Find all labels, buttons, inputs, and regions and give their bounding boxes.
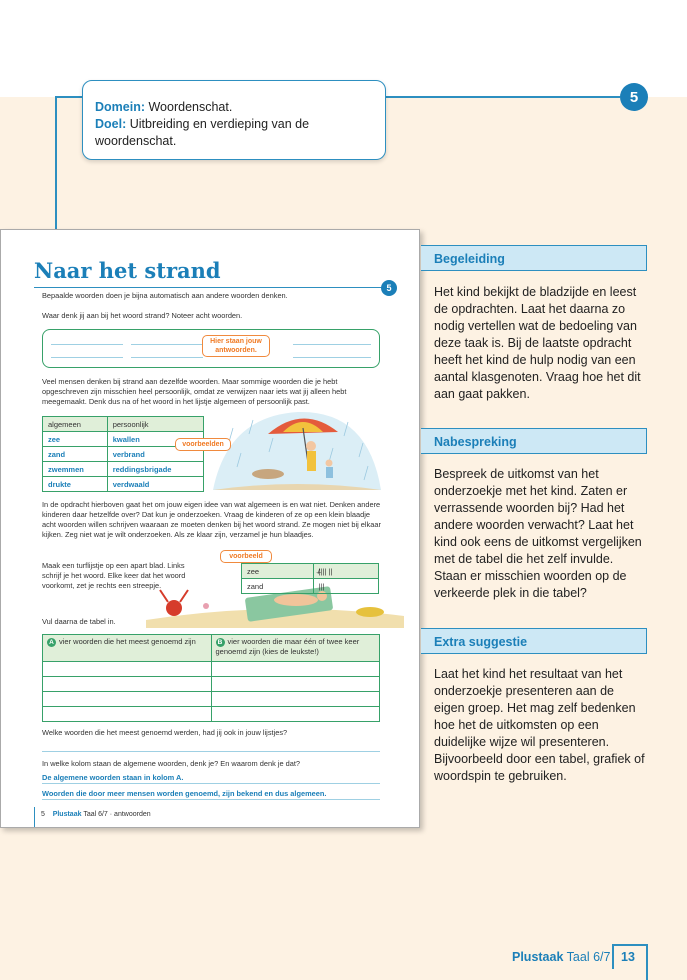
answer-tag: Hier staan jouw antwoorden.	[202, 335, 270, 357]
table-cell: zand	[43, 447, 108, 462]
domain-label: Domein:	[95, 100, 145, 114]
examples-tag: voorbeelden	[175, 438, 231, 451]
answer-box	[42, 329, 380, 368]
empty-cell	[43, 662, 212, 677]
table-cell: |||	[313, 579, 378, 594]
empty-cell	[211, 707, 380, 722]
table-cell: zand	[242, 579, 314, 594]
answer-1: De algemene woorden staan in kolom A.	[42, 773, 184, 782]
column-b-header	[211, 635, 380, 662]
answer-line	[293, 357, 371, 358]
answer-line	[42, 799, 380, 800]
task-number-badge: 5	[620, 83, 648, 111]
example-tag: voorbeeld	[220, 550, 272, 563]
table-cell: zee	[43, 432, 108, 447]
page-footer-brand: Plustaak	[52, 811, 82, 818]
domain-text: Woordenschat.	[148, 100, 233, 114]
page-foot-line	[34, 807, 35, 827]
page-number: 13	[621, 950, 635, 964]
footer-subtitle: Taal 6/7	[566, 950, 611, 964]
word-table	[42, 416, 204, 492]
section-text-nabespreking: Bespreek de uitkomst van het onderzoekje met het kind. Zaten er verrassende woorden bij? Had het andere woorden verwacht? Laat het kind ook eens de uitkomst vergelijken met de tabel die het zelf invulde. Staan er misschien woorden op de verkeerde plek in die tabel?	[434, 467, 642, 600]
tally-table	[241, 563, 379, 594]
table-cell: kwallen	[107, 432, 203, 447]
table-cell: reddingsbrigade	[107, 462, 203, 477]
instruction-text: Vul daarna de tabel in.	[42, 617, 116, 626]
empty-cell	[43, 707, 212, 722]
page-footer-number: 5	[41, 811, 45, 818]
answer-line	[42, 783, 380, 784]
answer-line	[51, 344, 123, 345]
rainy-beach-illustration	[213, 408, 383, 496]
column-b-text: vier woorden die maar één of twee keer genoemd zijn (kies de leukste!)	[215, 637, 360, 656]
column-a-header	[43, 635, 212, 662]
empty-cell	[211, 662, 380, 677]
section-heading-begeleiding: Begeleiding	[421, 245, 647, 271]
section-text-begeleiding: Het kind bekijkt de bladzijde en leest de opdrachten. Laat het daarna zo nodig vertellen wat de bedoeling van deze taak is. Bij de laatste opdracht heeft het kind de hulp nodig van een aantal klasgenoten. Vraag hoe het dit aan gaat pakken.	[434, 285, 641, 401]
section-text-extra: Laat het kind het resultaat van het onderzoekje presenteren aan de eigen groep. Het mag zelf bedenken hoe het de uitkomsten op een duidelijke wijze wil presenteren. Bijvoorbeeld door een tabel, grafiek of woordspin te gebruiken.	[434, 667, 645, 783]
goal-text: Uitbreiding en verdieping van de woordenschat.	[95, 117, 310, 148]
answer-line	[293, 344, 371, 345]
table-cell: zwemmen	[43, 462, 108, 477]
paragraph-3: Maak een turflijstje op een apart blad. Links schrijf je het woord. Elke keer dat het woord voorkomt, zet je rechts een streepje.	[42, 561, 186, 590]
workbook-page	[0, 229, 420, 828]
empty-cell	[211, 677, 380, 692]
title-rule	[34, 287, 389, 288]
column-a-text: vier woorden die het meest genoemd zijn	[59, 637, 196, 646]
question-2: Welke woorden die het meest genoemd werden, had jij ook in jouw lijstjes?	[42, 728, 288, 737]
footer-brand: Plustaak	[512, 950, 564, 964]
empty-cell	[43, 677, 212, 692]
section-heading-extra: Extra suggestie	[421, 628, 647, 654]
answer-line	[131, 344, 203, 345]
goal-label: Doel:	[95, 117, 127, 131]
answer-2: Woorden die door meer mensen worden genoemd, zijn bekend en dus algemeen.	[42, 789, 327, 798]
footer-rule	[612, 944, 614, 969]
table-cell: zee	[242, 564, 314, 579]
question-1: Waar denk jij aan bij het woord strand? Noteer acht woorden.	[42, 311, 243, 320]
answer-line	[42, 751, 380, 752]
table-cell: drukte	[43, 477, 108, 492]
table-cell: verdwaald	[107, 477, 203, 492]
result-table	[42, 634, 380, 722]
table-cell: ̶̸|||| ||	[313, 564, 378, 579]
page-title: Naar het strand	[34, 258, 221, 283]
table-cell: verbrand	[107, 447, 203, 462]
answer-line	[131, 357, 203, 358]
section-heading-nabespreking: Nabespreking	[421, 428, 647, 454]
domain-goal-box	[82, 80, 386, 160]
footer-rule	[646, 944, 648, 980]
intro-text: Bepaalde woorden doen je bijna automatisch aan andere woorden denken.	[42, 291, 288, 300]
table-header: persoonlijk	[107, 417, 203, 432]
paragraph-2: In de opdracht hierboven gaat het om jouw eigen idee van wat algemeen is en wat niet. Denken andere kinderen daar hetzelfde over? Dat kun je onderzoeken. Vraag de kinderen of ze op een klein blaadje acht woorden willen schrijven waaraan ze moeten denken bij het woord strand. Ze mogen niet bij elkaar kijken. Zeg niet wat je wilt onderzoeken. Als ze klaar zijn, verzamel je hun blaadjes.	[42, 500, 381, 539]
footer-rule	[612, 944, 647, 946]
page-footer-text: Taal 6/7 · antwoorden	[83, 811, 151, 818]
page-badge: 5	[381, 280, 397, 296]
question-3: In welke kolom staan de algemene woorden, denk je? En waarom denk je dat?	[42, 759, 301, 768]
empty-cell	[43, 692, 212, 707]
frame-line	[55, 96, 57, 236]
paragraph-1: Veel mensen denken bij strand aan dezelfde woorden. Maar sommige woorden die je hebt opgeschreven zijn misschien heel persoonlijk, omdat ze verwijzen naar iets wat jij alleen hebt meegemaakt. Denk dus na of het woord in het lijstje algemeen of persoonlijk past.	[42, 377, 347, 406]
table-header: algemeen	[43, 417, 108, 432]
footer-label	[512, 950, 610, 964]
page-footer	[41, 811, 151, 818]
empty-cell	[211, 692, 380, 707]
answer-line	[51, 357, 123, 358]
letter-b-badge: B	[216, 638, 225, 647]
letter-a-badge: A	[47, 638, 56, 647]
page-footer-main	[0, 944, 687, 969]
